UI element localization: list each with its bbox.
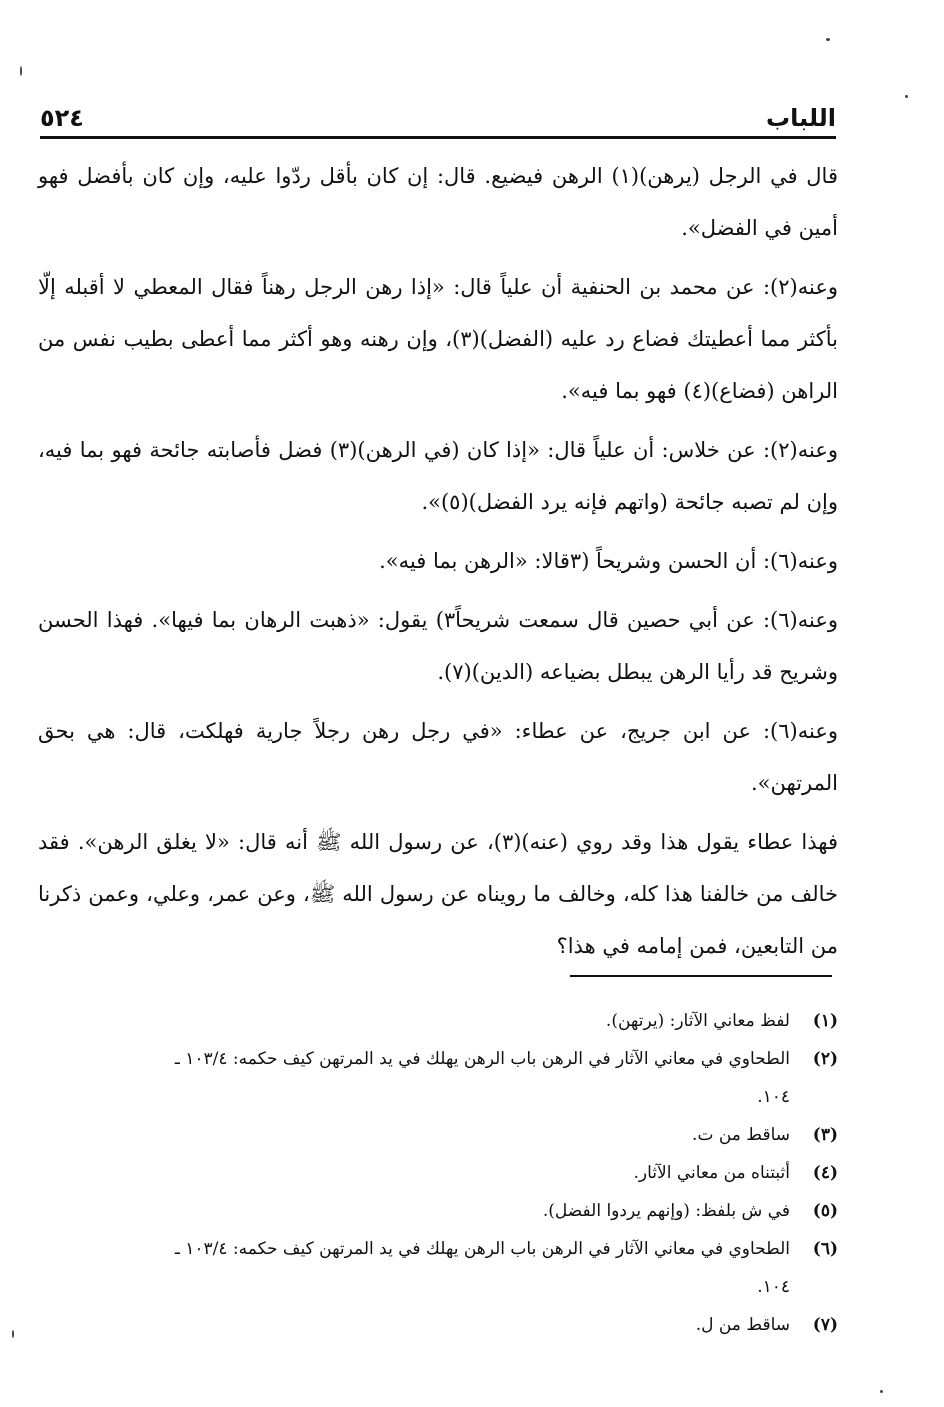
footnote-text: في ش بلفظ: (وإنهم يردوا الفضل).: [542, 1201, 790, 1221]
footnote-item: [38, 1306, 838, 1344]
running-title: اللباب: [766, 104, 836, 132]
scan-speck: [905, 95, 908, 98]
footnote-item: [38, 1192, 838, 1230]
paragraph: وعنه(٢): عن محمد بن الحنفية أن علياً قال: «إذا رهن الرجل رهناً فقال المعطي لا أقبله إلّا بأكثر مما أعطيتك فضاع رد عليه (الفضل)(٣)، وإن رهنه وهو أكثر مما أعطى بطيب نفس من الراهن (فضاع)(٤) فهو بما فيه».: [38, 275, 839, 403]
page-number: ٥٢٤: [40, 104, 84, 132]
scan-speck: [20, 66, 22, 76]
footnote-item: [38, 1040, 838, 1078]
footnote-item: [38, 1116, 838, 1154]
footnote-text: أثبتناه من معاني الآثار.: [633, 1163, 790, 1183]
footnote-continuation: ١٠٤.: [757, 1087, 790, 1107]
paragraph: قال في الرجل (يرهن)(١) الرهن فيضيع. قال: إن كان بأقل ردّوا عليه، وإن كان بأفضل فهو أمين في الفضل».: [38, 164, 838, 240]
footnote-number: (٥): [812, 1201, 838, 1221]
scan-speck: [12, 1330, 14, 1338]
paragraph: وعنه(٦): عن ابن جريج، عن عطاء: «في رجل رهن رجلاً جارية فهلكت، قال: هي بحق المرتهن».: [38, 719, 838, 795]
footnote-text: الطحاوي في معاني الآثار في الرهن باب الرهن يهلك في يد المرتهن كيف حكمه: ١٠٣/٤ ـ: [174, 1239, 790, 1259]
scan-speck: [880, 1390, 883, 1393]
scan-speck: [826, 38, 830, 41]
footnote-number: (١): [812, 1011, 838, 1031]
header-rule: [40, 136, 836, 139]
paragraph: وعنه(٦): عن أبي حصين قال سمعت شريحاً٣) يقول: «ذهبت الرهان بما فيها». فهذا الحسن وشريح قد رأيا الرهن يبطل بضياعه (الدين)(٧).: [38, 608, 838, 684]
paragraph: فهذا عطاء يقول هذا وقد روي (عنه)(٣)، عن رسول الله ﷺ أنه قال: «لا يغلق الرهن». فقد خالف من خالفنا هذا كله، وخالف ما رويناه عن رسول الله ﷺ، وعن عمر، وعلي، وعمن ذكرنا من التابعين، فمن إمامه في هذا؟: [38, 830, 838, 958]
footnote-item: [38, 1154, 838, 1192]
footnote-number: (٢): [812, 1049, 838, 1069]
footnote-text: الطحاوي في معاني الآثار في الرهن باب الرهن يهلك في يد المرتهن كيف حكمه: ١٠٣/٤ ـ: [174, 1049, 790, 1069]
footnote-number: (٣): [812, 1125, 838, 1145]
footnote-item: [38, 1230, 838, 1268]
footnote-number: (٦): [812, 1239, 838, 1259]
paragraph: وعنه(٢): عن خلاس: أن علياً قال: «إذا كان (في الرهن)(٣) فضل فأصابته جائحة فهو بما فيه، وإن لم تصبه جائحة (واتهم فإنه يرد الفضل)(٥)».: [38, 438, 838, 514]
paragraph: وعنه(٦): أن الحسن وشريحاً (٣قالا: «الرهن بما فيه».: [379, 549, 838, 573]
footnote-number: (٤): [812, 1163, 838, 1183]
footnote-text: ساقط من ل.: [695, 1315, 790, 1335]
footnote-text: لفظ معاني الآثار: (يرتهن).: [605, 1011, 790, 1031]
footnote-number: (٧): [812, 1315, 838, 1335]
footnote-text: ساقط من ت.: [692, 1125, 790, 1145]
footnote-rule: [570, 975, 832, 977]
footnotes: [38, 1002, 838, 1344]
main-text: [38, 150, 838, 979]
footnote-item: [38, 1002, 838, 1040]
page-header: [40, 92, 836, 132]
footnote-continuation: ١٠٤.: [757, 1277, 790, 1297]
